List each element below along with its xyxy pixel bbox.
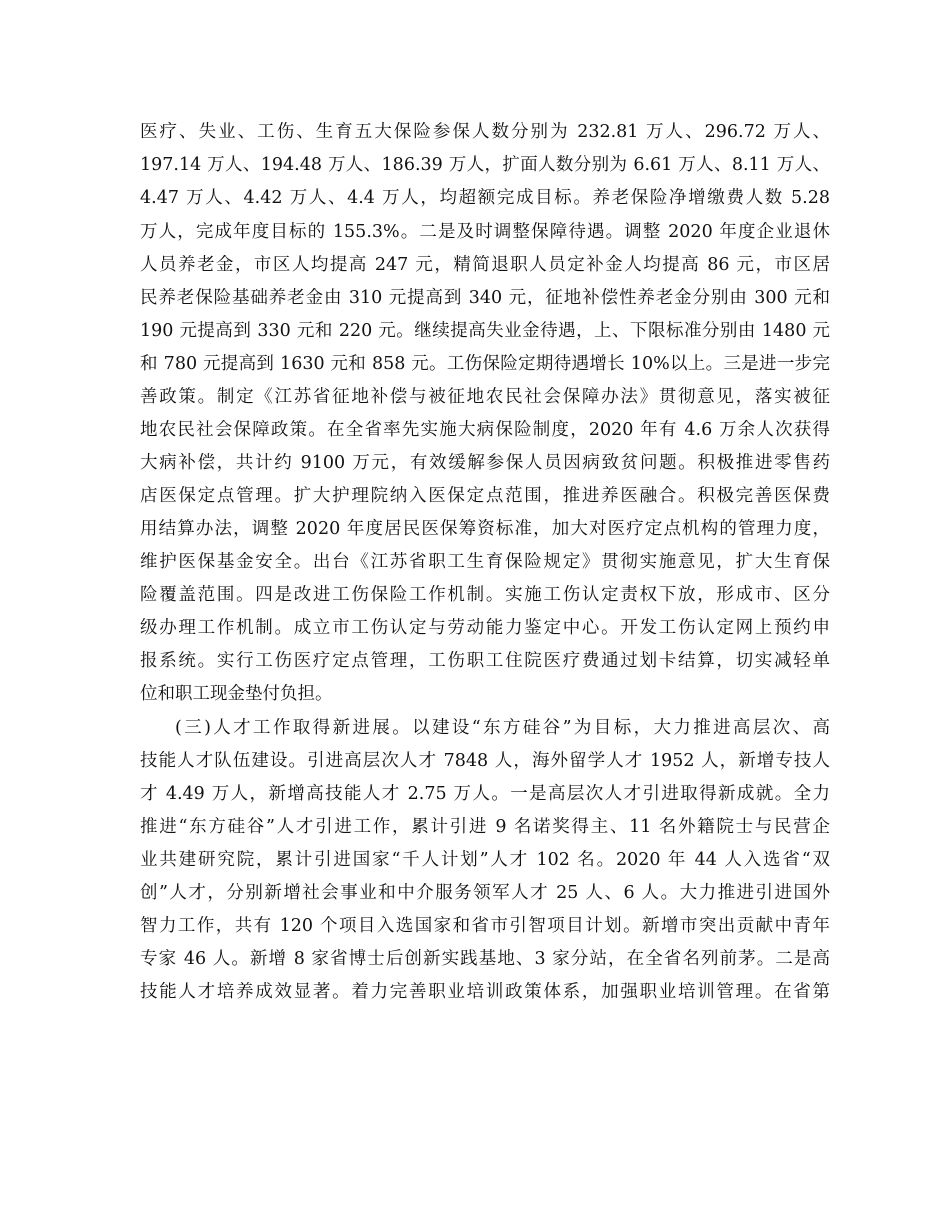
text-line: 专家 46 人。新增 8 家省博士后创新实践基地、3 家分站，在全省名列前茅。二是高 <box>140 949 830 969</box>
text-line: 4.47 万人、4.42 万人、4.4 万人，均超额完成目标。养老保险净增缴费人数 5.28 <box>140 188 830 208</box>
text-line: 店医保定点管理。扩大护理院纳入医保定点范围，推进养医融合。积极完善医保费 <box>140 486 830 506</box>
text-line: 级办理工作机制。成立市工伤认定与劳动能力鉴定中心。开发工伤认定网上预约申 <box>140 618 830 638</box>
text-line: 地农民社会保障政策。在全省率先实施大病保险制度，2020 年有 4.6 万余人次获得 <box>140 420 830 440</box>
text-line: 报系统。实行工伤医疗定点管理，工伤职工住院医疗费通过划卡结算，切实减轻单 <box>140 651 830 671</box>
text-line: 190 元提高到 330 元和 220 元。继续提高失业金待遇，上、下限标准分别由 1480 元 <box>140 321 830 341</box>
text-line: 推进“东方硅谷”人才引进工作，累计引进 9 名诺奖得主、11 名外籍院士与民营企 <box>140 817 830 837</box>
text-line: 技能人才队伍建设。引进高层次人才 7848 人，海外留学人才 1952 人，新增专技人 <box>140 751 830 771</box>
text-line: (三)人才工作取得新进展。以建设“东方硅谷”为目标，大力推进高层次、高 <box>175 718 830 738</box>
text-line: 维护医保基金安全。出台《江苏省职工生育保险规定》贯彻实施意见，扩大生育保 <box>140 552 830 572</box>
text-line: 和 780 元提高到 1630 元和 858 元。工伤保险定期待遇增长 10%以上。三是进一步完 <box>140 354 830 374</box>
text-line: 业共建研究院，累计引进国家“千人计划”人才 102 名。2020 年 44 人入选省“双 <box>140 850 830 870</box>
text-line: 197.14 万人、194.48 万人、186.39 万人，扩面人数分别为 6.61 万人、8.11 万人、 <box>140 155 830 175</box>
text-line: 万人，完成年度目标的 155.3%。二是及时调整保障待遇。调整 2020 年度企业退休 <box>140 222 830 242</box>
text-line: 善政策。制定《江苏省征地补偿与被征地农民社会保障办法》贯彻意见，落实被征 <box>140 387 830 407</box>
text-line: 人员养老金，市区人均提高 247 元，精简退职人员定补金人均提高 86 元，市区居 <box>140 255 830 275</box>
text-line: 医疗、失业、工伤、生育五大保险参保人数分别为 232.81 万人、296.72 万人、 <box>140 122 830 142</box>
text-line: 智力工作，共有 120 个项目入选国家和省市引智项目计划。新增市突出贡献中青年 <box>140 916 830 936</box>
text-line: 位和职工现金垫付负担。 <box>140 684 333 704</box>
text-line: 才 4.49 万人，新增高技能人才 2.75 万人。一是高层次人才引进取得新成就。全力 <box>140 784 830 804</box>
text-line: 民养老保险基础养老金由 310 元提高到 340 元，征地补偿性养老金分别由 300 元和 <box>140 288 830 308</box>
text-line: 创”人才，分别新增社会事业和中介服务领军人才 25 人、6 人。大力推进引进国外 <box>140 883 830 903</box>
text-line: 险覆盖范围。四是改进工伤保险工作机制。实施工伤认定责权下放，形成市、区分 <box>140 585 830 605</box>
text-line: 用结算办法，调整 2020 年度居民医保筹资标准，加大对医疗定点机构的管理力度， <box>140 519 830 539</box>
text-line: 技能人才培养成效显著。着力完善职业培训政策体系，加强职业培训管理。在省第 <box>140 982 830 1002</box>
text-line: 大病补偿，共计约 9100 万元，有效缓解参保人员因病致贫问题。积极推进零售药 <box>140 453 830 473</box>
